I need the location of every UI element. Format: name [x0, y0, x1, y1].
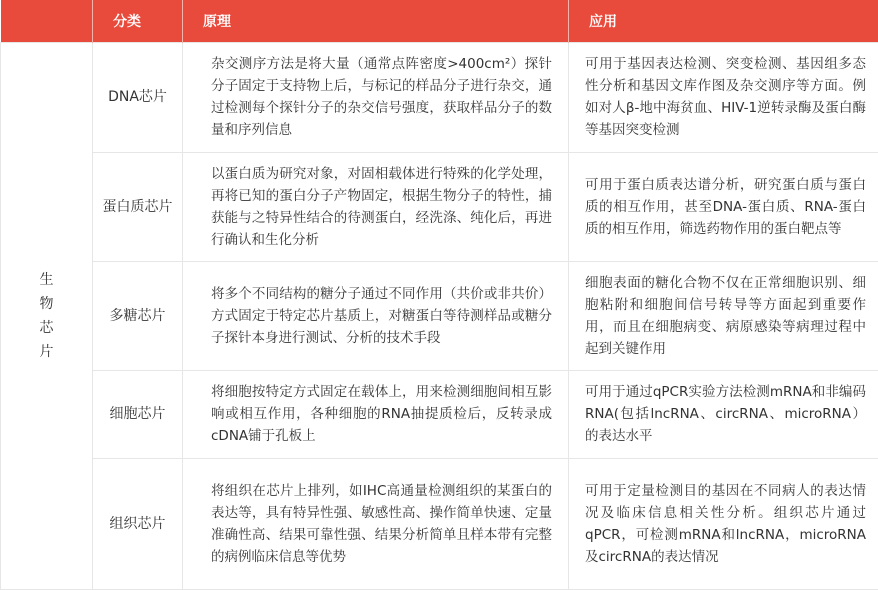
- application-cell: 可用于定量检测目的基因在不同病人的表达情况及临床信息相关性分析。组织芯片通过qPCR，可检测mRNA和lncRNA，microRNA及circRNA的表达情况: [569, 458, 878, 589]
- application-cell: 可用于通过qPCR实验方法检测mRNA和非编码RNA(包括lncRNA、circRNA、microRNA）的表达水平: [569, 370, 878, 458]
- table-row-cell-chip: [1, 370, 878, 458]
- application-cell: 可用于蛋白质表达谱分析，研究蛋白质与蛋白质的相互作用，甚至DNA-蛋白质、RNA-蛋白质的相互作用，筛选药物作用的蛋白靶点等: [569, 152, 878, 261]
- table-row-dna-chip: [1, 42, 878, 152]
- category-cell: 组织芯片: [93, 458, 183, 589]
- main-category-label: 生物芯片: [39, 268, 55, 364]
- principle-cell: 将多个不同结构的糖分子通过不同作用（共价或非共价）方式固定于特定芯片基质上，对糖蛋白等待测样品或糖分子探针本身进行测试、分析的技术手段: [183, 261, 569, 370]
- header-category: 分类: [93, 0, 183, 42]
- principle-cell: 将组织在芯片上排列，如IHC高通量检测组织的某蛋白的表达等，具有特异性强、敏感性高、操作简单快速、定量准确性高、结果可靠性强、结果分析简单且样本带有完整的病例临床信息等优势: [183, 458, 569, 589]
- table-header-row: [1, 0, 878, 42]
- main-category-cell: [1, 42, 93, 589]
- category-cell: 蛋白质芯片: [93, 152, 183, 261]
- principle-cell: 以蛋白质为研究对象，对固相载体进行特殊的化学处理，再将已知的蛋白分子产物固定，根据生物分子的特性，捕获能与之特异性结合的待测蛋白，经洗涤、纯化后，再进行确认和生化分析: [183, 152, 569, 261]
- application-cell: 可用于基因表达检测、突变检测、基因组多态性分析和基因文库作图及杂交测序等方面。例如对人β-地中海贫血、HIV-1逆转录酶及蛋白酶等基因突变检测: [569, 42, 878, 152]
- table-row-protein-chip: [1, 152, 878, 261]
- application-cell: 细胞表面的糖化合物不仅在正常细胞识别、细胞粘附和细胞间信号转导等方面起到重要作用，而且在细胞病变、病原感染等病理过程中起到关键作用: [569, 261, 878, 370]
- header-principle: 原理: [183, 0, 569, 42]
- table-row-tissue-chip: [1, 458, 878, 589]
- table-row-glycan-chip: [1, 261, 878, 370]
- principle-cell: 杂交测序方法是将大量（通常点阵密度>400cm²）探针分子固定于支持物上后，与标记的样品分子进行杂交，通过检测每个探针分子的杂交信号强度，获取样品分子的数量和序列信息: [183, 42, 569, 152]
- category-cell: 细胞芯片: [93, 370, 183, 458]
- category-cell: DNA芯片: [93, 42, 183, 152]
- category-cell: 多糖芯片: [93, 261, 183, 370]
- principle-cell: 将细胞按特定方式固定在载体上，用来检测细胞间相互影响或相互作用，各种细胞的RNA抽提质检后，反转录成cDNA铺于孔板上: [183, 370, 569, 458]
- header-empty: [1, 0, 93, 42]
- header-application: 应用: [569, 0, 878, 42]
